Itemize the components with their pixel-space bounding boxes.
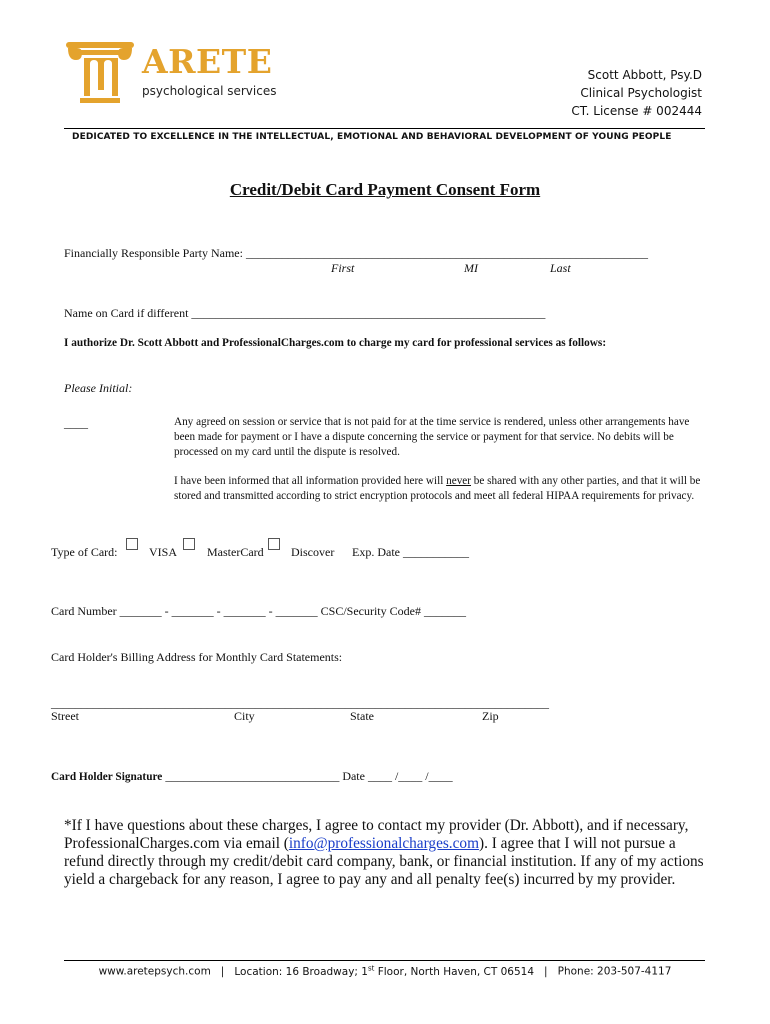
name-on-card-field[interactable]: Name on Card if different ___________________________________________________________ — [64, 306, 546, 320]
mastercard-checkbox[interactable] — [183, 538, 195, 550]
name-first-label: First — [331, 261, 355, 275]
consent-paragraph-1: Any agreed on session or service that is not paid for at the time service is rendered, unless other arrangements have been made for payment or I have a dispute concerning the service or payment for that service. No debits will be processed on my card until the dispute is resolved. — [174, 416, 690, 458]
signature-field[interactable] — [51, 769, 453, 784]
authorization-statement: I authorize Dr. Scott Abbott and ProfessionalCharges.com to charge my card for professional services as follows: — [64, 337, 607, 349]
type-of-card-label: Type of Card: — [51, 545, 118, 559]
billing-address-label: Card Holder's Billing Address for Monthly Card Statements: — [51, 650, 343, 664]
logo-tagline: psychological services — [142, 84, 277, 98]
signature-date-blank: _____________________________ Date ____ /____ /____ — [162, 769, 453, 783]
footer: www.aretepsych.com | Location: 16 Broadway; 1st Floor, North Haven, CT 06514 | Phone: 203-507-4117 — [98, 964, 672, 978]
mastercard-label: MasterCard — [207, 545, 264, 559]
address-state-label: State — [350, 709, 374, 723]
card-number-field[interactable]: Card Number _______ - _______ - _______ - _______ CSC/Security Code# _______ — [51, 604, 466, 618]
please-initial-label: Please Initial: — [64, 381, 133, 395]
footer-phone: Phone: 203-507-4117 — [557, 965, 672, 978]
logo-name: ARETE — [142, 42, 273, 81]
header-divider — [64, 128, 705, 129]
discover-checkbox[interactable] — [268, 538, 280, 550]
footer-divider — [64, 960, 705, 961]
address-city-label: City — [234, 709, 255, 723]
discover-label: Discover — [291, 545, 335, 559]
provider-title: Clinical Psychologist — [580, 86, 702, 100]
address-street-label: Street — [51, 709, 79, 723]
exp-date-field[interactable]: Exp. Date ___________ — [352, 545, 469, 559]
initial-field[interactable]: ____ — [64, 416, 88, 430]
column-logo-icon — [64, 38, 136, 108]
form-title: Credit/Debit Card Payment Consent Form — [229, 180, 541, 199]
arete-logo — [64, 38, 277, 108]
provider-license: CT. License # 002444 — [571, 104, 702, 118]
footer-website[interactable]: www.aretepsych.com — [98, 965, 211, 978]
name-last-label: Last — [550, 261, 571, 275]
signature-label: Card Holder Signature — [51, 771, 163, 783]
consent-paragraph-2: I have been informed that all information provided here will never be shared with any other parties, and that it will be stored and transmitted according to strict encryption protocols and meet all federal HIPAA requirements for privacy. — [174, 475, 701, 502]
name-mi-label: MI — [464, 261, 478, 275]
visa-checkbox[interactable] — [126, 538, 138, 550]
footer-location: Location: 16 Broadway; 1st Floor, North Haven, CT 06514 — [234, 964, 535, 978]
provider-name: Scott Abbott, Psy.D — [587, 68, 702, 82]
responsible-party-field[interactable]: Financially Responsible Party Name: ___________________________________________________________________ — [64, 246, 648, 260]
email-link[interactable]: info@professionalcharges.com — [288, 835, 479, 852]
billing-address-field[interactable]: ___________________________________________________________________________________ — [51, 696, 549, 710]
address-zip-label: Zip — [482, 709, 499, 723]
visa-label: VISA — [149, 545, 178, 559]
chargeback-disclaimer: *If I have questions about these charges, I agree to contact my provider (Dr. Abbott), and if necessary, ProfessionalCharges.com via email (info@professionalcharges.com). I agree that I will not pursue a refund directly through my credit/debit card company, bank, or financial institution. If any of my actions yield a chargeback for any reason, I agree to pay any and all penalty fee(s) incurred by my provider. — [64, 817, 704, 888]
provider-info — [571, 66, 702, 120]
mission-tagline: DEDICATED TO EXCELLENCE IN THE INTELLECTUAL, EMOTIONAL AND BEHAVIORAL DEVELOPMENT OF YOUNG PEOPLE — [72, 132, 672, 142]
